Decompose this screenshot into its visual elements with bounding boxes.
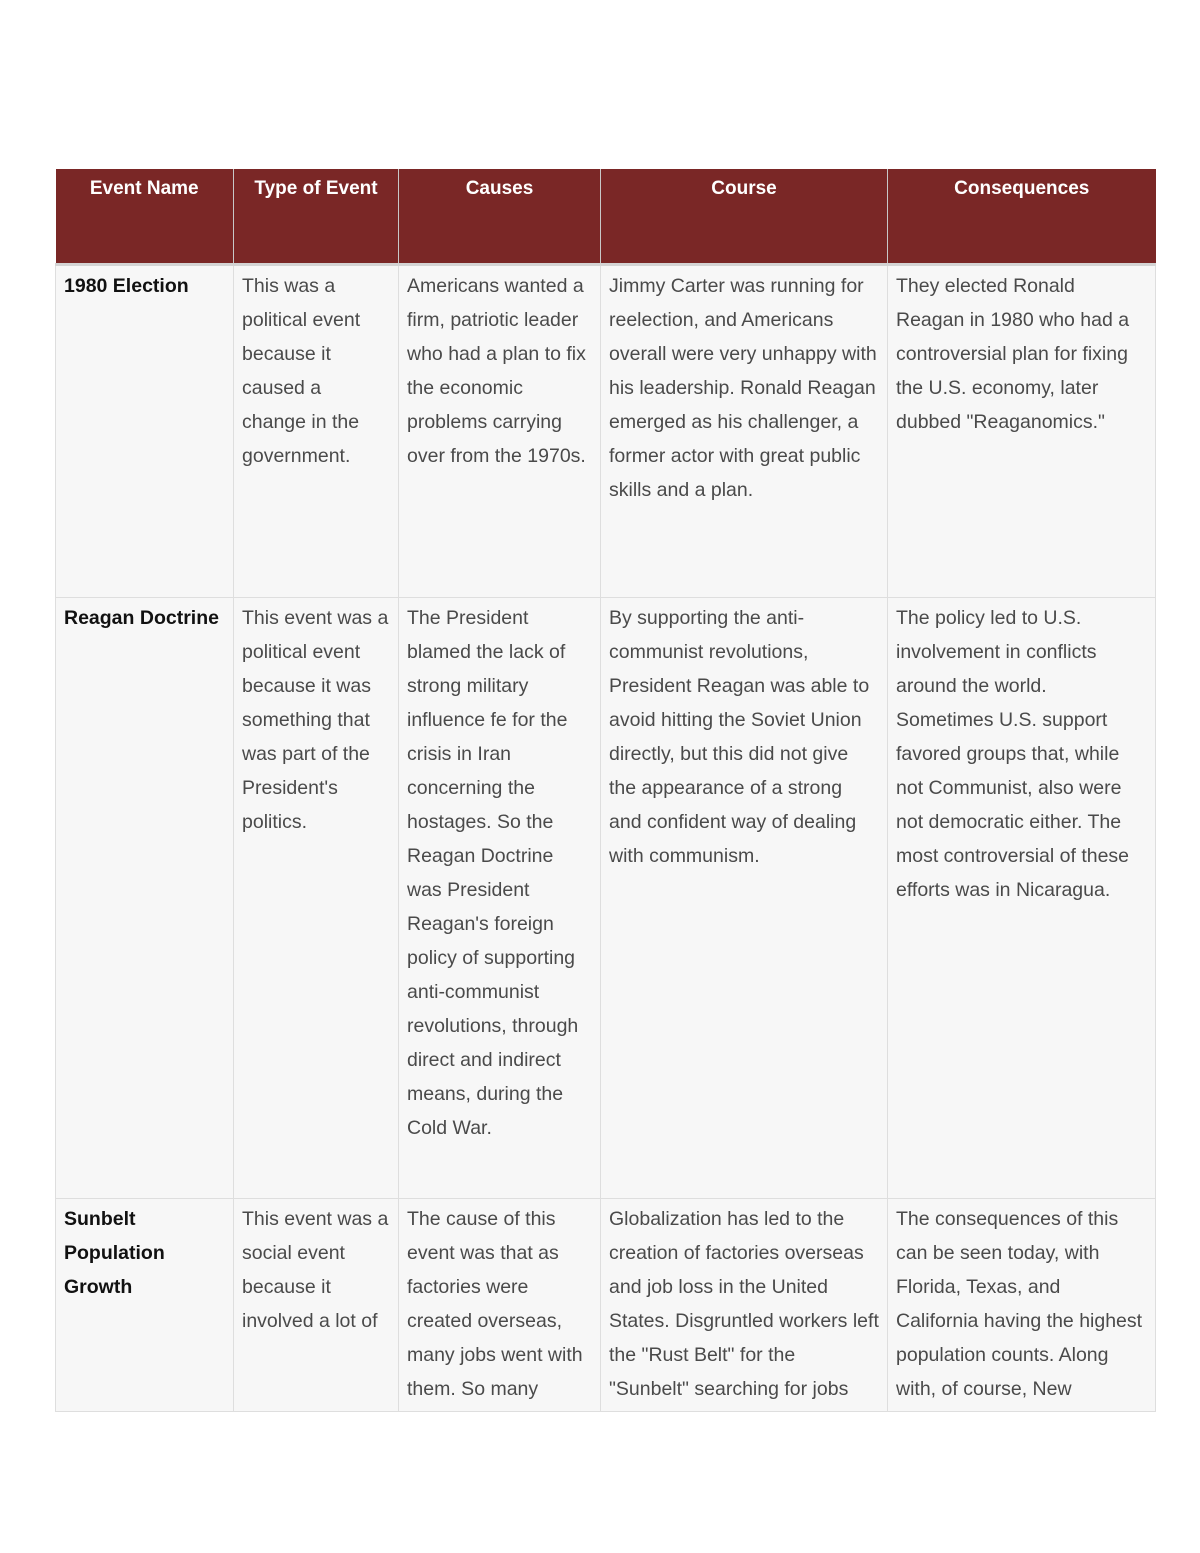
event-causes-cell: Americans wanted a firm, patriotic leader who had a plan to fix the economic problems carrying over from the 1970s. [399,264,601,597]
event-type-cell: This event was a social event because it involved a lot of [234,1198,399,1411]
events-table-container [55,169,1155,1412]
event-consequences-cell: The consequences of this can be seen today, with Florida, Texas, and California having the highest population counts. Along with, of course, New [888,1198,1156,1411]
table-header-row [56,169,1156,264]
event-causes-cell: The cause of this event was that as factories were created overseas, many jobs went with them. So many [399,1198,601,1411]
event-type-cell: This event was a political event because it was something that was part of the President's politics. [234,597,399,1198]
event-consequences-cell: The policy led to U.S. involvement in conflicts around the world. Sometimes U.S. support favored groups that, while not Communist, also were not democratic either. The most controversial of these efforts was in Nicaragua. [888,597,1156,1198]
table-row [56,264,1156,597]
event-causes-cell: The President blamed the lack of strong military influence fe for the crisis in Iran concerning the hostages. So the Reagan Doctrine was President Reagan's foreign policy of supporting anti-communist revolutions, through direct and indirect means, during the Cold War. [399,597,601,1198]
event-name-cell: 1980 Election [56,264,234,597]
event-consequences-cell: They elected Ronald Reagan in 1980 who had a controversial plan for fixing the U.S. economy, later dubbed "Reaganomics." [888,264,1156,597]
event-course-cell: By supporting the anti-communist revolutions, President Reagan was able to avoid hitting the Soviet Union directly, but this did not give the appearance of a strong and confident way of dealing with communism. [601,597,888,1198]
header-course: Course [601,169,888,264]
events-table [55,169,1156,1412]
header-type-of-event: Type of Event [234,169,399,264]
event-name-cell: Sunbelt Population Growth [56,1198,234,1411]
table-row [56,1198,1156,1411]
event-course-cell: Jimmy Carter was running for reelection, and Americans overall were very unhappy with his leadership. Ronald Reagan emerged as his challenger, a former actor with great public skills and a plan. [601,264,888,597]
header-event-name: Event Name [56,169,234,264]
event-course-cell: Globalization has led to the creation of factories overseas and job loss in the United States. Disgruntled workers left the "Rust Belt" for the "Sunbelt" searching for jobs [601,1198,888,1411]
table-row [56,597,1156,1198]
event-name-cell: Reagan Doctrine [56,597,234,1198]
header-consequences: Consequences [888,169,1156,264]
header-causes: Causes [399,169,601,264]
event-type-cell: This was a political event because it caused a change in the government. [234,264,399,597]
